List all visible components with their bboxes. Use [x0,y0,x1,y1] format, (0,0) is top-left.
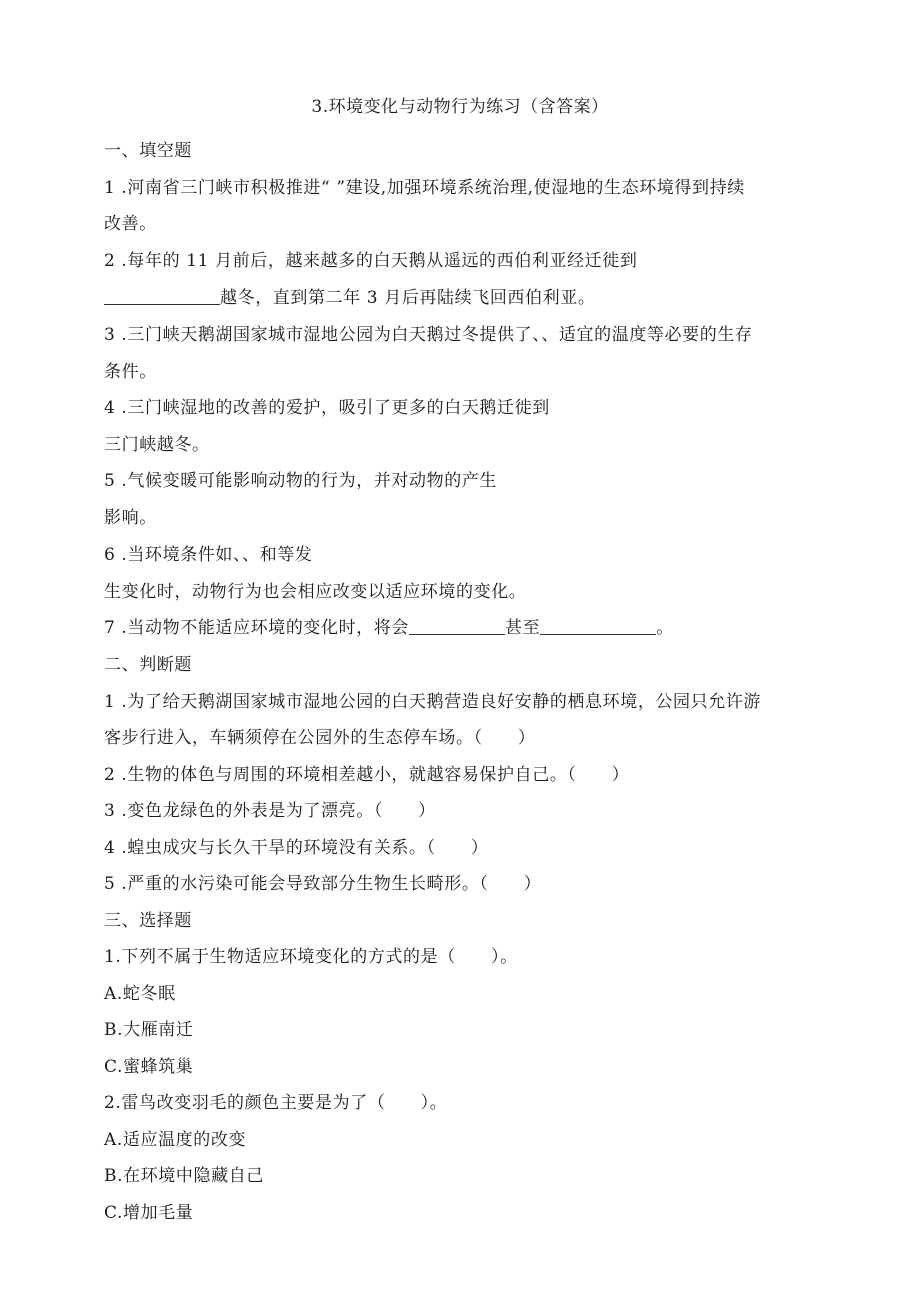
fill-q3-line1: 3 .三门峡天鹅湖国家城市湿地公园为白天鹅过冬提供了、、适宜的温度等必要的生存 [104,325,753,345]
fill-q2-line2-text: 越冬，直到第二年 3 月后再陆续飞回西伯利亚。 [220,288,596,308]
tf-q4: 4 .蝗虫成灾与长久干旱的环境没有关系。（ ） [104,838,489,858]
fill-q5-line2: 影响。 [104,508,157,528]
fill-q5-line1: 5 .气候变暖可能影响动物的行为，并对动物的产生 [104,471,498,491]
page-title: 3.环境变化与动物行为练习（含答案） [311,97,609,117]
tf-q5: 5 .严重的水污染可能会导致部分生物生长畸形。（ ） [104,874,542,894]
section-heading-fill-blank: 一、填空题 [104,141,192,161]
mc-q1: 1.下列不属于生物适应环境变化的方式的是（ ）。 [104,947,518,967]
fill-q2-line2 [104,283,595,308]
mc-q2-option-a: A.适应温度的改变 [104,1130,247,1150]
fill-q4-line2: 三门峡越冬。 [104,435,210,455]
fill-q1-line1: 1 .河南省三门峡市积极推进“ ”建设,加强环境系统治理,使湿地的生态环境得到持续 [104,178,745,198]
answer-blank[interactable] [409,618,505,635]
section-heading-multiple-choice: 三、选择题 [104,911,192,931]
fill-q6-line1: 6 .当环境条件如、、和等发 [104,545,313,565]
mc-q1-option-b: B.大雁南迁 [104,1020,194,1040]
fill-q7 [104,613,674,638]
answer-blank[interactable] [540,618,656,635]
fill-q4-line1: 4 .三门峡湿地的改善的爱护，吸引了更多的白天鹅迁徙到 [104,398,550,418]
tf-q2: 2 .生物的体色与周围的环境相差越小，就越容易保护自己。（ ） [104,765,630,785]
tf-q3: 3 .变色龙绿色的外表是为了漂亮。（ ） [104,801,436,821]
mc-q2-option-b: B.在环境中隐藏自己 [104,1166,264,1186]
answer-blank[interactable] [104,288,220,305]
tf-q1-line2: 客步行进入，车辆须停在公园外的生态停车场。（ ） [104,728,536,748]
mc-q2-option-c: C.增加毛量 [104,1203,194,1223]
fill-q7-text1: 7 .当动物不能适应环境的变化时，将会 [104,618,410,638]
mc-q1-option-c: C.蜜蜂筑巢 [104,1057,194,1077]
tf-q1-line1: 1 .为了给天鹅湖国家城市湿地公园的白天鹅营造良好安静的栖息环境，公园只允许游 [104,692,762,712]
fill-q6-line2: 生变化时，动物行为也会相应改变以适应环境的变化。 [104,582,527,602]
section-heading-true-false: 二、判断题 [104,655,192,675]
fill-q1-line2: 改善。 [104,214,157,234]
mc-q1-option-a: A.蛇冬眠 [104,984,176,1004]
fill-q3-line2: 条件。 [104,362,157,382]
fill-q7-text3: 。 [656,618,674,638]
fill-q2-line1: 2 .每年的 11 月前后，越来越多的白天鹅从遥远的西伯利亚经迁徙到 [104,251,638,271]
mc-q2: 2.雷鸟改变羽毛的颜色主要是为了（ ）。 [104,1093,448,1113]
fill-q7-text2: 甚至 [505,618,541,638]
